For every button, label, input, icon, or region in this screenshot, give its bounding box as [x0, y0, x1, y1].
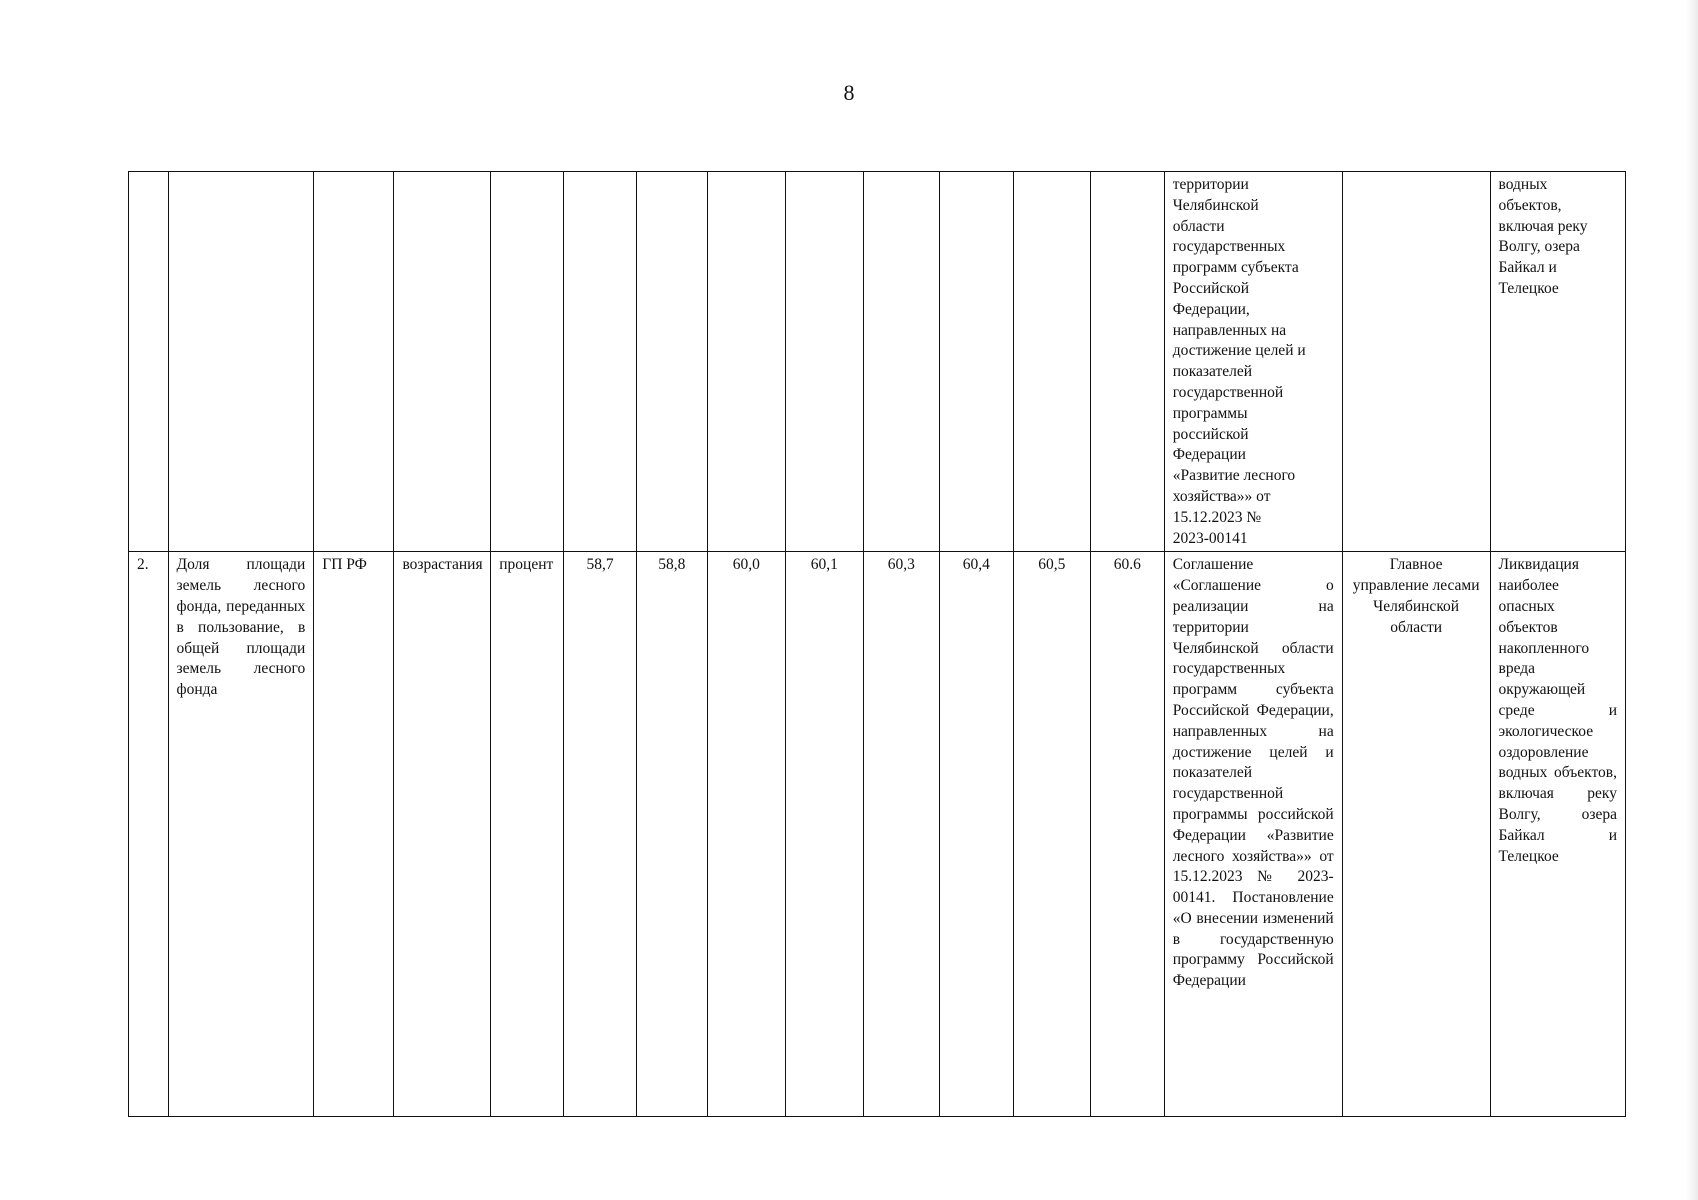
- value-year: 60,3: [863, 552, 939, 1117]
- indicators-table: [128, 171, 1626, 1117]
- text-line: водных: [1498, 176, 1548, 193]
- text-line: 2023-00141: [1172, 529, 1248, 547]
- value-year: 60,0: [707, 552, 785, 1117]
- text-line: территории: [1172, 176, 1249, 193]
- value-year: 60,4: [939, 552, 1013, 1117]
- cell-number: [129, 172, 169, 552]
- page-number: 8: [843, 80, 855, 105]
- scan-edge-shadow: [1686, 0, 1698, 1200]
- cell-value: [707, 172, 785, 552]
- indicator-name: Доля площади земель лесного фонда, переданных в пользование, в общей площади земель лесного фонда: [168, 552, 314, 1117]
- text-line: государственных: [1172, 238, 1286, 256]
- text-line: показателей: [1172, 363, 1253, 381]
- cell-value: [785, 172, 863, 552]
- cell-value: [863, 172, 939, 552]
- text-line: российской: [1172, 425, 1249, 443]
- cell-responsible: [1342, 172, 1490, 552]
- linked-project: Ликвидация наиболее опасных объектов накопленного вреда окружающей среде и экологическое оздоровление водных объектов, включая реку Волгу, озера Байкал и Телецкое: [1490, 552, 1625, 1117]
- row-number: 2.: [129, 552, 169, 1117]
- text-line: «Развитие лесного: [1172, 467, 1296, 485]
- text-line: Челябинской: [1172, 196, 1259, 214]
- indicator-level: ГП РФ: [314, 552, 394, 1117]
- cell-document-continued: [1164, 172, 1342, 552]
- cell-value: [1090, 172, 1164, 552]
- cell-unit: [491, 172, 564, 552]
- indicator-unit: процент: [491, 552, 564, 1117]
- value-year: 58,8: [636, 552, 707, 1117]
- text-line: Байкал и: [1498, 259, 1557, 277]
- text-line: программ субъекта: [1172, 259, 1299, 277]
- text-line: государственной: [1172, 383, 1284, 401]
- cell-indicator: [168, 172, 314, 552]
- text-line: Волгу, озера: [1498, 238, 1580, 256]
- cell-trend: [394, 172, 491, 552]
- cell-value: [564, 172, 637, 552]
- responsible-body: Главное управление лесами Челябинской области: [1342, 552, 1490, 1117]
- text-line: Федерации,: [1172, 300, 1250, 318]
- cell-value: [939, 172, 1013, 552]
- text-line: объектов,: [1498, 196, 1562, 214]
- text-line: включая реку: [1498, 217, 1588, 235]
- table-row-continued: [129, 172, 1626, 552]
- document-reference: Соглашение «Соглашение о реализации на территории Челябинской области государственных программ субъекта Российской Федерации, направленных на достижение целей и показателей государственной программы российской Федерации «Развитие лесного хозяйства»» от 15.12.2023 № 2023-00141. Постановление «О внесении изменений в государственную программу Российской Федерации: [1164, 552, 1342, 1117]
- text-line: Федерации: [1172, 446, 1246, 464]
- value-base: 58,7: [564, 552, 637, 1117]
- text-line: Российской: [1172, 279, 1250, 297]
- value-year: 60.6: [1090, 552, 1164, 1117]
- text-line: 15.12.2023 №: [1172, 508, 1262, 526]
- text-line: программы: [1172, 404, 1248, 422]
- text-line: достижение целей и: [1172, 342, 1306, 360]
- value-year: 60,1: [785, 552, 863, 1117]
- text-line: Телецкое: [1498, 279, 1559, 297]
- table-row: [129, 552, 1626, 1117]
- text-line: области: [1172, 217, 1225, 235]
- cell-level: [314, 172, 394, 552]
- text-line: хозяйства»» от: [1172, 487, 1271, 505]
- cell-value: [636, 172, 707, 552]
- text-line: направленных на: [1172, 321, 1287, 339]
- value-year: 60,5: [1013, 552, 1090, 1117]
- cell-value: [1013, 172, 1090, 552]
- indicator-trend: возрастания: [394, 552, 491, 1117]
- cell-project-continued: [1490, 172, 1625, 552]
